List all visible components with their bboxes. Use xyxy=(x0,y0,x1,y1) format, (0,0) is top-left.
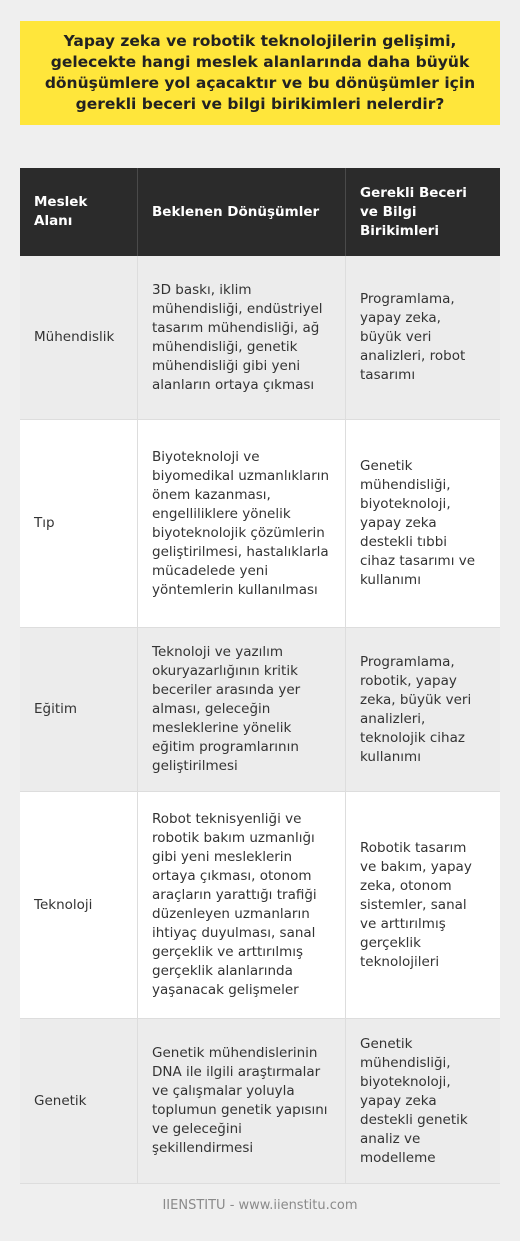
skills-cell: Genetik mühendisliği, biyoteknoloji, yapay zeka destekli genetik analiz ve modelleme xyxy=(346,1019,500,1184)
table-row xyxy=(20,256,500,420)
field-cell: Teknoloji xyxy=(20,792,138,1019)
career-transformation-table xyxy=(20,168,500,1184)
skills-cell: Robotik tasarım ve bakım, yapay zeka, otonom sistemler, sanal ve arttırılmış gerçeklik teknolojileri xyxy=(346,792,500,1019)
skills-cell: Programlama, robotik, yapay zeka, büyük veri analizleri, teknolojik cihaz kullanımı xyxy=(346,628,500,792)
field-cell: Genetik xyxy=(20,1019,138,1184)
transformation-cell: Genetik mühendislerinin DNA ile ilgili araştırmalar ve çalışmalar yoluyla toplumun genetik yapısını ve geleceğini şekillendirmesi xyxy=(138,1019,346,1184)
transformation-cell: 3D baskı, iklim mühendisliği, endüstriyel tasarım mühendisliği, ağ mühendisliği, genetik mühendisliği gibi yeni alanların ortaya çıkması xyxy=(138,256,346,420)
table-row xyxy=(20,420,500,628)
field-cell: Mühendislik xyxy=(20,256,138,420)
transformation-cell: Robot teknisyenliği ve robotik bakım uzmanlığı gibi yeni mesleklerin ortaya çıkması, otonom araçların yarattığı trafiği düzenleyen uzmanların ihtiyaç duyulması, sanal gerçeklik ve arttırılmış gerçeklik alanlarında yaşanacak gelişmeler xyxy=(138,792,346,1019)
table-header-row xyxy=(20,168,500,256)
table-row xyxy=(20,792,500,1019)
column-header-skills: Gerekli Beceri ve Bilgi Birikimleri xyxy=(346,168,500,256)
field-cell: Tıp xyxy=(20,420,138,628)
column-header-transformations: Beklenen Dönüşümler xyxy=(138,168,346,256)
transformation-cell: Teknoloji ve yazılım okuryazarlığının kritik beceriler arasında yer alması, geleceğin mesleklerine yönelik eğitim programlarının geliştirilmesi xyxy=(138,628,346,792)
skills-cell: Genetik mühendisliği, biyoteknoloji, yapay zeka destekli tıbbi cihaz tasarımı ve kullanımı xyxy=(346,420,500,628)
transformation-cell: Biyoteknoloji ve biyomedikal uzmanlıkların önem kazanması, engelliliklere yönelik biyoteknolojik çözümlerin geliştirilmesi, hastalıklarla mücadelede yeni yöntemlerin kullanılması xyxy=(138,420,346,628)
field-cell: Eğitim xyxy=(20,628,138,792)
table-row xyxy=(20,628,500,792)
page-title: Yapay zeka ve robotik teknolojilerin gelişimi, gelecekte hangi meslek alanlarında daha büyük dönüşümlere yol açacaktır ve bu dönüşümler için gerekli beceri ve bilgi birikimleri nelerdir? xyxy=(44,32,476,113)
table-row xyxy=(20,1019,500,1184)
footer-credit: IIENSTITU - www.iienstitu.com xyxy=(162,1198,358,1213)
title-banner xyxy=(20,21,500,125)
skills-cell: Programlama, yapay zeka, büyük veri analizleri, robot tasarımı xyxy=(346,256,500,420)
column-header-field: Meslek Alanı xyxy=(20,168,138,256)
